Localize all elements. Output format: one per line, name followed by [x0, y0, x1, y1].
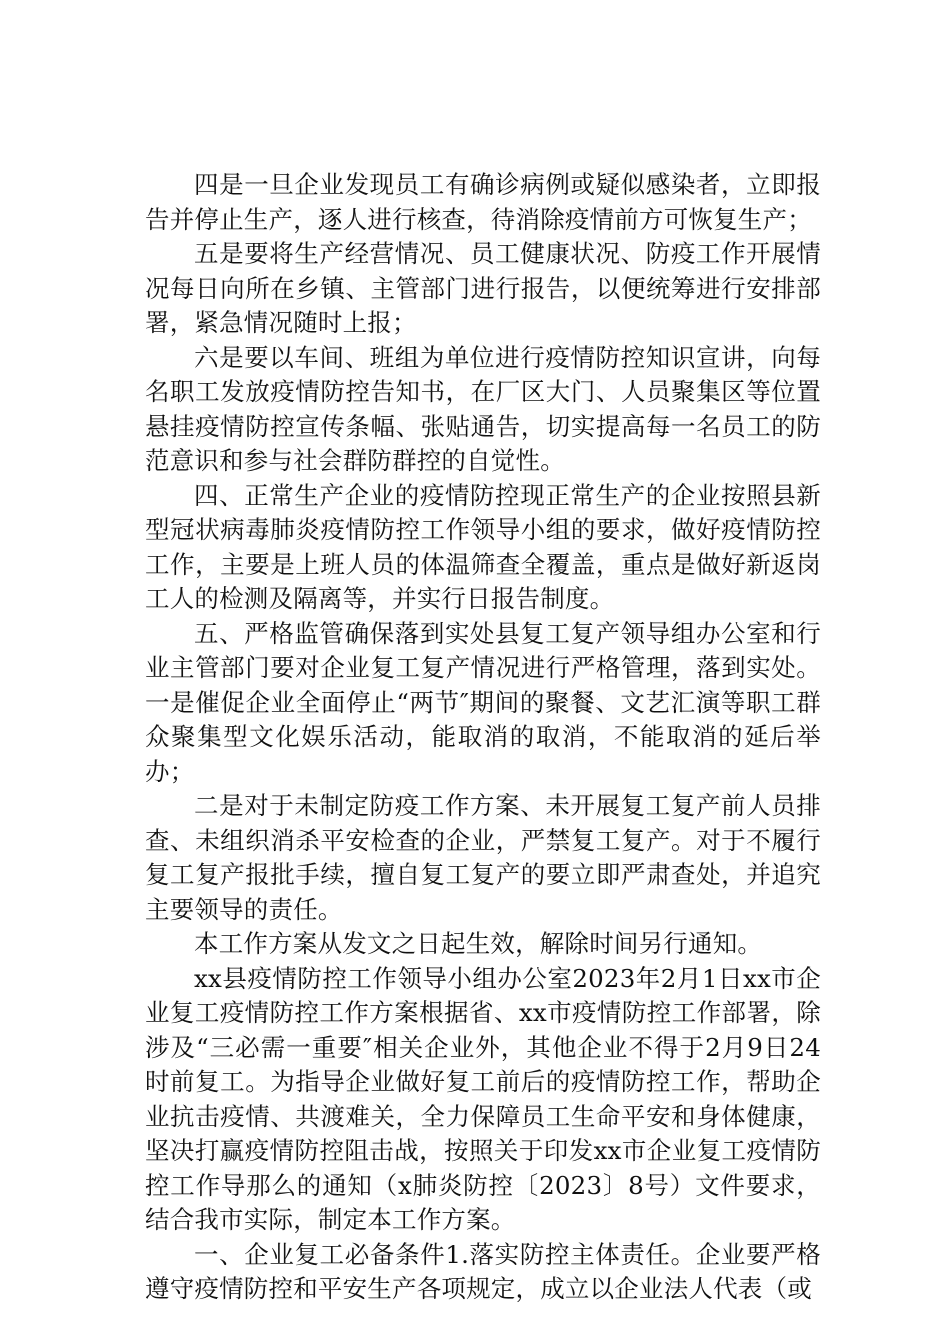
- paragraph-7: 本工作方案从发文之日起生效，解除时间另行通知。: [194, 929, 763, 958]
- paragraph-3: 六是要以车间、班组为单位进行疫情防控知识宣讲，向每名职工发放疫情防控告知书，在厂区大门、人员聚集区等位置悬挂疫情防控宣传条幅、张贴通告，切实提高每一名员工的防范意识和参与社会群防群控的自觉性。: [145, 342, 821, 475]
- paragraph-5: 五、严格监管确保落到实处县复工复产领导组办公室和行业主管部门要对企业复工复产情况进行严格管理，落到实处。一是催促企业全面停止“两节″期间的聚餐、文艺汇演等职工群众聚集型文化娱乐活动，能取消的取消，不能取消的延后举办；: [145, 618, 821, 786]
- paragraph-8: xx县疫情防控工作领导小组办公室2023年2月1日xx市企业复工疫情防控工作方案根据省、xx市疫情防控工作部署，除涉及“三必需一重要″相关企业外，其他企业不得于2月9日24时前复工。为指导企业做好复工前后的疫情防控工作，帮助企业抗击疫情、共渡难关，全力保障员工生命平安和身体健康，坚决打赢疫情防控阻击战，按照关于印发xx市企业复工疫情防控工作导那么的通知（x肺炎防控〔2023〕8号）文件要求，结合我市实际，制定本工作方案。: [145, 963, 821, 1234]
- paragraph-1: 四是一旦企业发现员工有确诊病例或疑似感染者，立即报告并停止生产，逐人进行核查，待消除疫情前方可恢复生产；: [145, 170, 821, 234]
- document-body: [145, 168, 821, 1307]
- paragraph-2: 五是要将生产经营情况、员工健康状况、防疫工作开展情况每日向所在乡镇、主管部门进行报告，以便统筹进行安排部署，紧急情况随时上报；: [145, 239, 821, 337]
- paragraph-6: 二是对于未制定防疫工作方案、未开展复工复产前人员排查、未组织消杀平安检查的企业，严禁复工复产。对于不履行复工复产报批手续，擅自复工复产的要立即严肃查处，并追究主要领导的责任。: [145, 791, 821, 924]
- paragraph-9: 一、企业复工必备条件1.落实防控主体责任。企业要严格遵守疫情防控和平安生产各项规定，成立以企业法人代表（或: [145, 1239, 821, 1303]
- paragraph-4: 四、正常生产企业的疫情防控现正常生产的企业按照县新型冠状病毒肺炎疫情防控工作领导小组的要求，做好疫情防控工作，主要是上班人员的体温筛查全覆盖，重点是做好新返岗工人的检测及隔离等，并实行日报告制度。: [145, 480, 821, 613]
